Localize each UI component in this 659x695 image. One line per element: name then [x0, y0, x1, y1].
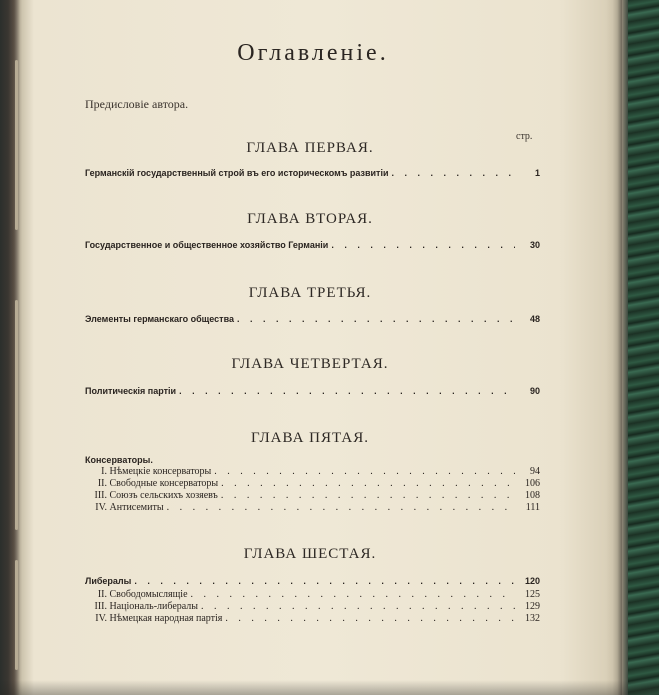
- entry-number: II.: [97, 589, 107, 600]
- entry-label: Національ-либералы: [109, 601, 199, 612]
- entry-page: 48: [529, 314, 540, 324]
- entry-number: IV.: [95, 613, 107, 624]
- chapter-heading: ГЛАВА ПЯТАЯ.: [250, 430, 370, 446]
- entry-page: 120: [524, 576, 540, 586]
- entry-label: Свободные консерваторы: [109, 478, 219, 489]
- dot-leader: [221, 490, 515, 501]
- page-shadow: [0, 680, 659, 695]
- dot-leader: [331, 240, 515, 250]
- chapter-heading: ГЛАВА ВТОРАЯ.: [247, 211, 373, 227]
- entry-label: Союзъ сельскихъ хозяевъ: [109, 490, 218, 501]
- entry-label: Политическія партіи: [85, 386, 177, 396]
- toc-entry: [85, 478, 540, 489]
- entry-page: 90: [529, 386, 540, 396]
- toc-entry: [85, 240, 540, 250]
- dot-leader: [237, 314, 515, 324]
- page-column-header: стр.: [516, 131, 533, 142]
- entry-label: Нѣмецкіе консерваторы: [109, 466, 212, 477]
- entry-page: 108: [525, 490, 540, 501]
- toc-entry: [85, 168, 540, 178]
- entry-number: II.: [97, 478, 107, 489]
- entry-label: Элементы германскаго общества: [85, 314, 234, 324]
- toc-entry: [85, 502, 540, 513]
- entry-label: Свободомыслящіе: [109, 589, 188, 600]
- toc-entry: [85, 576, 540, 586]
- entry-number: I.: [101, 466, 107, 477]
- dot-leader: [201, 601, 515, 612]
- dot-leader: [179, 386, 515, 396]
- dot-leader: [167, 502, 515, 513]
- entry-page: 106: [525, 478, 540, 489]
- entry-number: III.: [94, 601, 107, 612]
- chapter-heading: ГЛАВА ЧЕТВЕРТАЯ.: [231, 356, 389, 372]
- entry-number: III.: [94, 490, 107, 501]
- toc-entry: [85, 314, 540, 324]
- chapter-heading: ГЛАВА ПЕРВАЯ.: [246, 140, 374, 156]
- toc-entry: [85, 613, 540, 624]
- entry-label: Государственное и общественное хозяйство Германіи: [85, 240, 329, 250]
- toc-entry: [85, 490, 540, 501]
- dot-leader: [391, 168, 515, 178]
- entry-label: Нѣмецкая народная партія: [109, 613, 223, 624]
- entry-page: 1: [534, 168, 540, 178]
- toc-entry: [85, 466, 540, 477]
- toc-entry: [85, 589, 540, 600]
- toc-entry: [85, 386, 540, 396]
- entry-page: 111: [525, 502, 540, 513]
- dot-leader: [214, 466, 515, 477]
- entry-page: 94: [530, 466, 540, 477]
- toc-entry: [85, 601, 540, 612]
- preface-entry: Предисловіе автора.: [85, 97, 189, 111]
- marbled-cover-edge: [628, 0, 659, 695]
- entry-page: 125: [525, 589, 540, 600]
- entry-label: Германскій государственный строй въ его историческомъ развитіи: [85, 168, 389, 178]
- dot-leader: [191, 589, 515, 600]
- dot-leader: [225, 613, 515, 624]
- chapter-heading: ГЛАВА ТРЕТЬЯ.: [248, 285, 372, 301]
- page-title: Оглавленіе.: [237, 40, 389, 66]
- dot-leader: [134, 576, 515, 586]
- entry-page: 132: [525, 613, 540, 624]
- entry-page: 129: [525, 601, 540, 612]
- dot-leader: [221, 478, 515, 489]
- entry-label: Либералы: [85, 576, 132, 586]
- entry-label: Антисемиты: [109, 502, 164, 513]
- entry-number: IV.: [95, 502, 107, 513]
- chapter-heading: ГЛАВА ШЕСТАЯ.: [243, 546, 377, 562]
- section-title: Консерваторы.: [85, 455, 153, 465]
- entry-page: 30: [529, 240, 540, 250]
